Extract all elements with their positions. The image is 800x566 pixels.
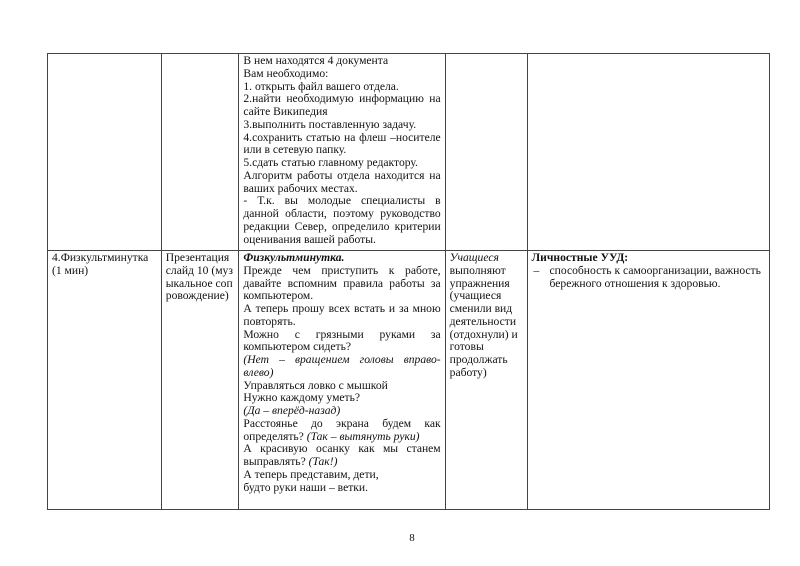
italic-text: (Так!) <box>308 455 338 468</box>
text: Управляться ловко с мышкой <box>243 378 388 392</box>
activity-text: выполняют упражнения (учащиеся сменили вид деятельности (отдохнули) и готовы продолжать работу) <box>449 263 518 379</box>
stage-cell: 4.Физкультминутка (1 мин) <box>48 251 162 510</box>
text-line <box>243 329 440 355</box>
uud-list <box>532 265 765 291</box>
text: Прежде чем приступить к работе, давайте вспомним правила работы за компьютером. <box>243 263 441 303</box>
text-line: 4.сохранить статью на флеш –носителе или в сетевую папку. <box>243 130 441 157</box>
dash-bullet-icon: – <box>533 263 540 277</box>
list-item <box>532 265 765 291</box>
table-row <box>48 251 770 510</box>
text-line: Вам необходимо: <box>243 66 329 80</box>
text-line: В нем находятся 4 документа <box>243 54 389 67</box>
teacher-activity-cell <box>239 54 445 251</box>
subject-text: Учащиеся <box>449 251 499 264</box>
uud-cell <box>527 54 769 251</box>
text: А теперь прошу всех встать и за мною повторять. <box>243 302 441 328</box>
text-line: 1. открыть файл вашего отдела. <box>243 79 399 93</box>
page-number: 8 <box>409 532 415 544</box>
text-line <box>243 418 440 444</box>
text: Можно с грязными руками за компьютером сидеть? <box>243 327 441 354</box>
text-line: 5.сдать статью главному редактору. <box>243 156 418 169</box>
italic-text: (Так – вытянуть руки) <box>306 429 420 443</box>
table-row <box>48 54 770 251</box>
text-line <box>243 303 440 329</box>
stage-cell <box>48 54 162 251</box>
student-activity-cell <box>445 54 527 251</box>
text-line: 2.найти необходимую информацию на сайте Википедия <box>243 92 441 118</box>
text-line: - Т.к. вы молодые специалисты в данной области, поэтому руководство редакции Север, определило критерии оценивания вашей работы. <box>243 194 441 246</box>
resources-cell: Презентация слайд 10 (музыкальное сопровождение) <box>161 251 239 510</box>
text-line <box>243 443 440 469</box>
text: А красивую осанку как мы станем выправлять? <box>243 442 441 468</box>
uud-cell <box>527 251 769 510</box>
text: Нужно каждому уметь? <box>243 391 361 405</box>
uud-heading: Личностные УУД: <box>531 251 629 264</box>
text: будто руки наши – ветки. <box>243 480 369 494</box>
section-heading: Физкультминутка. <box>243 251 345 264</box>
text: Расстоянье до экрана будем как определять? <box>243 416 441 443</box>
text-line <box>243 482 440 495</box>
italic-text: (Да – вперёд-назад) <box>243 404 341 417</box>
text-line: 3.выполнить поставленную задачу. <box>243 117 417 131</box>
resources-cell <box>161 54 239 251</box>
italic-text: (Нет – вращением головы вправо-влево) <box>243 353 441 379</box>
text-line: Алгоритм работы отдела находится на ваших рабочих местах. <box>243 168 441 195</box>
list-item-text: способность к самоорганизации, важность бережного отношения к здоровью. <box>549 263 761 290</box>
teacher-activity-cell <box>239 251 445 510</box>
text: А теперь представим, дети, <box>243 467 379 481</box>
text-line <box>243 265 440 303</box>
lesson-plan-table <box>47 53 770 510</box>
student-activity-cell <box>445 251 527 510</box>
stage-direction <box>243 354 440 380</box>
